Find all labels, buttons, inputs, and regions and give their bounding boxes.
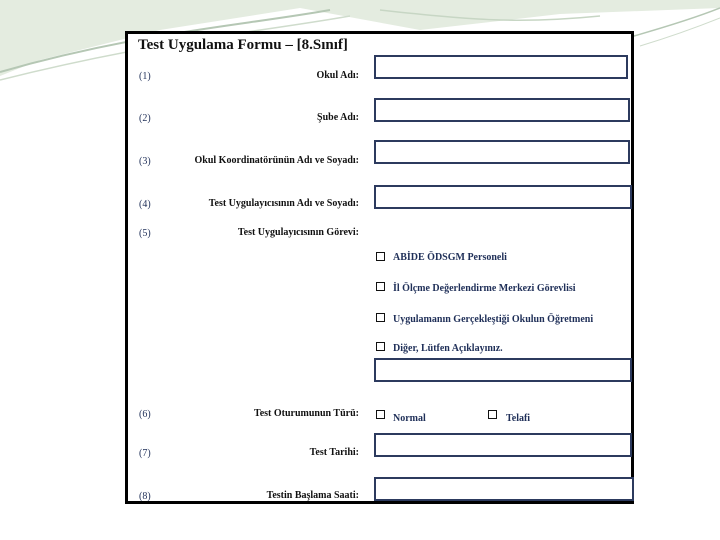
row-number-8: (8)	[139, 491, 151, 502]
school-name-label: Okul Adı:	[316, 70, 359, 81]
school-coordinator-field[interactable]	[374, 140, 630, 164]
row-number-1: (1)	[139, 71, 151, 82]
row-number-6: (6)	[139, 409, 151, 420]
duty-option-label-1: ABİDE ÖDSGM Personeli	[393, 252, 507, 263]
duty-option-label-4: Diğer, Lütfen Açıklayınız.	[393, 343, 503, 354]
session-type-label: Test Oturumunun Türü:	[253, 408, 359, 419]
form-title: Test Uygulama Formu – [8.Sınıf]	[138, 37, 348, 53]
row-number-7: (7)	[139, 448, 151, 459]
test-date-field[interactable]	[374, 433, 632, 457]
test-administrator-field[interactable]	[374, 185, 632, 209]
test-application-form	[125, 31, 634, 504]
test-administrator-label: Test Uygulayıcısının Adı ve Soyadı:	[208, 198, 359, 209]
school-coordinator-label: Okul Koordinatörünün Adı ve Soyadı:	[194, 155, 359, 166]
session-normal-checkbox[interactable]	[376, 410, 385, 419]
test-date-label: Test Tarihi:	[309, 447, 359, 458]
session-makeup-label: Telafi	[506, 413, 531, 424]
row-number-3: (3)	[139, 156, 151, 167]
duty-option-label-3: Uygulamanın Gerçekleştiği Okulun Öğretmeni	[393, 314, 594, 325]
class-branch-field[interactable]	[374, 98, 630, 122]
row-number-4: (4)	[139, 199, 151, 210]
duty-option-label-2: İl Ölçme Değerlendirme Merkezi Görevlisi	[393, 283, 576, 294]
test-start-time-field[interactable]	[374, 477, 634, 501]
test-start-time-label: Testin Başlama Saati:	[266, 490, 359, 501]
duty-option-checkbox-1[interactable]	[376, 252, 385, 261]
duty-option-checkbox-4[interactable]	[376, 342, 385, 351]
duty-option-checkbox-3[interactable]	[376, 313, 385, 322]
school-name-field[interactable]	[374, 55, 628, 79]
other-duty-explanation-field[interactable]	[374, 358, 632, 382]
class-branch-label: Şube Adı:	[317, 112, 359, 123]
session-makeup-checkbox[interactable]	[488, 410, 497, 419]
row-number-5: (5)	[139, 228, 151, 239]
duty-option-checkbox-2[interactable]	[376, 282, 385, 291]
row-number-2: (2)	[139, 113, 151, 124]
session-normal-label: Normal	[393, 413, 426, 424]
administrator-duty-label: Test Uygulayıcısının Görevi:	[237, 227, 359, 238]
